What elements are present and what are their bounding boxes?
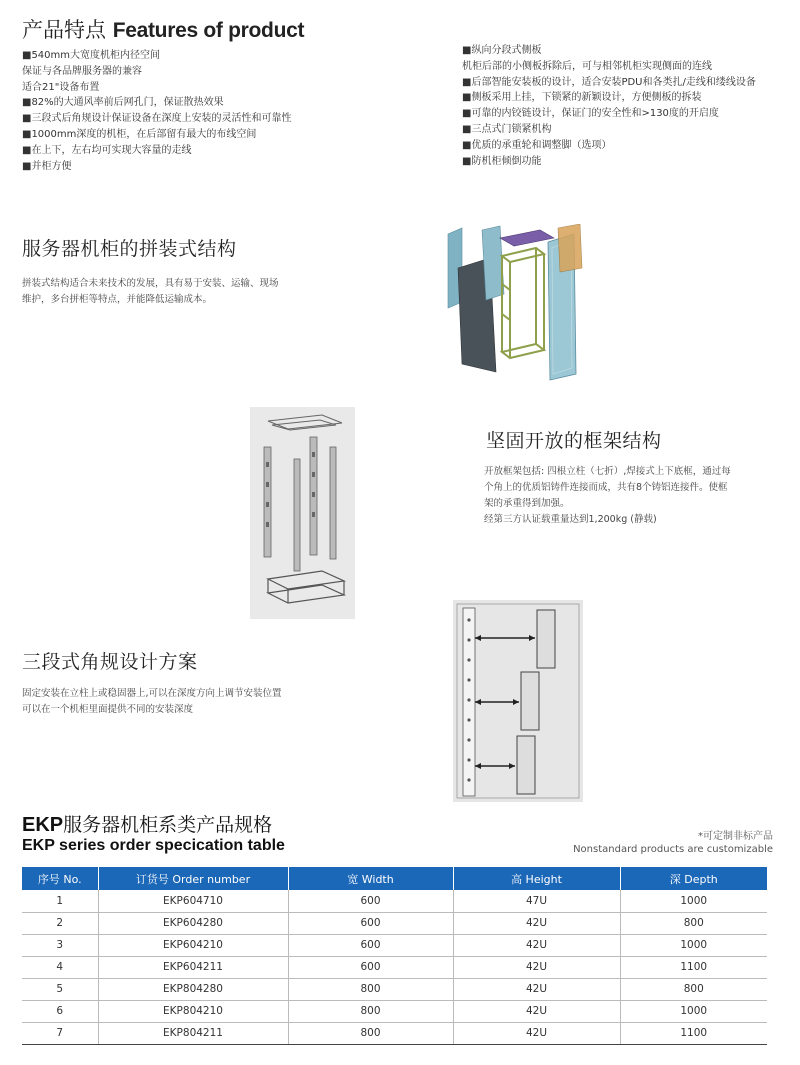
frame-line: 经第三方认证载重量达到1,200kg (静载) — [484, 514, 657, 525]
table-row — [22, 1022, 767, 1044]
header-no: 序号 No. — [22, 867, 98, 890]
cell-order: EKP604710 — [98, 890, 288, 912]
cell-depth: 800 — [620, 978, 767, 1000]
feature-item: 机柜后部的小侧板拆除后，可与相邻机柜实现侧面的连线 — [462, 60, 712, 72]
features-title-cn: 产品特点 — [22, 18, 106, 42]
cell-order: EKP804280 — [98, 978, 288, 1000]
cell-width: 800 — [288, 1022, 453, 1044]
cell-no: 3 — [22, 934, 98, 956]
cell-width: 600 — [288, 890, 453, 912]
exploded-cabinet-image — [440, 224, 590, 382]
cell-depth: 1000 — [620, 1000, 767, 1022]
custom-note-en: Nonstandard products are customizable — [573, 844, 773, 855]
combine-text — [22, 276, 279, 308]
header-height: 高 Height — [453, 867, 620, 890]
combine-heading: 服务器机柜的拼装式结构 — [22, 238, 237, 260]
feature-item: ■三点式门锁紧机构 — [462, 123, 552, 135]
feature-item: ■并柜方便 — [22, 160, 72, 172]
combine-line: 维护，多台拼柜等特点，并能降低运输成本。 — [22, 294, 213, 305]
cell-depth: 1000 — [620, 890, 767, 912]
feature-item: ■纵向分段式侧板 — [462, 45, 542, 56]
features-list-left — [22, 48, 291, 174]
cell-no: 5 — [22, 978, 98, 1000]
bracket-design-image — [453, 600, 583, 802]
cell-order: EKP604211 — [98, 956, 288, 978]
cell-width: 600 — [288, 956, 453, 978]
feature-item: ■可靠的内铰链设计，保证门的安全性和>130度的开启度 — [462, 108, 719, 120]
frame-drawing — [250, 407, 355, 619]
cell-no: 1 — [22, 890, 98, 912]
three-section-line: 可以在一个机柜里面提供不同的安装深度 — [22, 704, 194, 715]
header-width: 宽 Width — [288, 867, 453, 890]
cell-height: 42U — [453, 1022, 620, 1044]
custom-note — [573, 830, 773, 856]
frame-line: 个角上的优质铝铸件连接而成，共有8个铸铝连接件。使框 — [484, 482, 728, 493]
cell-height: 42U — [453, 978, 620, 1000]
feature-item: ■540mm大宽度机柜内径空间 — [22, 50, 161, 61]
spec-table — [22, 867, 767, 1045]
features-list-right — [462, 43, 756, 169]
feature-item: ■后部智能安装板的设计，适合安装PDU和各类扎/走线和缕线设备 — [462, 76, 756, 88]
feature-item: ■侧板采用上挂，下锁紧的新颖设计，方便侧板的拆装 — [462, 92, 702, 104]
combine-line: 拼装式结构适合未来技术的发展，具有易于安装、运输、现场 — [22, 278, 279, 289]
cell-order: EKP804210 — [98, 1000, 288, 1022]
cell-height: 42U — [453, 912, 620, 934]
feature-item: ■在上下，左右均可实现大容量的走线 — [22, 144, 192, 156]
spec-title-prefix: EKP — [22, 814, 64, 836]
feature-item: ■防机柜倾倒功能 — [462, 155, 542, 167]
header-order-number: 订货号 Order number — [98, 867, 288, 890]
cell-no: 4 — [22, 956, 98, 978]
cell-depth: 800 — [620, 912, 767, 934]
spec-title-cn-text: 服务器机柜系类产品规格 — [63, 814, 273, 836]
cell-height: 47U — [453, 890, 620, 912]
table-row — [22, 1000, 767, 1022]
spec-title-cn — [22, 810, 272, 837]
cell-depth: 1100 — [620, 1022, 767, 1044]
feature-item: 适合21"设备布置 — [22, 81, 100, 93]
cell-depth: 1000 — [620, 934, 767, 956]
cell-width: 800 — [288, 1000, 453, 1022]
frame-text — [484, 464, 731, 528]
table-row — [22, 912, 767, 934]
feature-item: ■82%的大通风率前后网孔门，保证散热效果 — [22, 97, 224, 109]
cell-width: 600 — [288, 934, 453, 956]
features-title-en: Features of product — [112, 19, 305, 42]
three-section-heading: 三段式角规设计方案 — [22, 651, 198, 673]
header-depth: 深 Depth — [620, 867, 767, 890]
three-section-line: 固定安装在立柱上或稳固器上,可以在深度方向上调节安装位置 — [22, 688, 282, 699]
cell-width: 800 — [288, 978, 453, 1000]
cell-order: EKP604280 — [98, 912, 288, 934]
feature-item: 保证与各品牌服务器的兼容 — [22, 65, 142, 77]
cell-depth: 1100 — [620, 956, 767, 978]
features-title — [22, 14, 304, 44]
cell-width: 600 — [288, 912, 453, 934]
cell-no: 7 — [22, 1022, 98, 1044]
frame-structure-image — [250, 407, 355, 619]
cell-no: 6 — [22, 1000, 98, 1022]
table-header-row — [22, 867, 767, 890]
cell-order: EKP604210 — [98, 934, 288, 956]
frame-heading: 坚固开放的框架结构 — [486, 430, 662, 452]
table-row — [22, 978, 767, 1000]
three-section-text — [22, 686, 282, 718]
cell-height: 42U — [453, 934, 620, 956]
table-row — [22, 956, 767, 978]
bracket-drawing — [453, 600, 583, 802]
feature-item: ■1000mm深度的机柜，在后部留有最大的布线空间 — [22, 128, 257, 140]
table-row — [22, 934, 767, 956]
feature-item: ■优质的承重轮和调整脚（选项） — [462, 139, 612, 151]
feature-item: ■三段式后角规设计保证设备在深度上安装的灵活性和可靠性 — [22, 113, 292, 125]
cell-no: 2 — [22, 912, 98, 934]
frame-line: 开放框架包括: 四根立柱（七折）,焊接式上下底框，通过每 — [484, 466, 731, 477]
cell-order: EKP804211 — [98, 1022, 288, 1044]
cell-height: 42U — [453, 956, 620, 978]
spec-title-en: EKP series order specication table — [22, 837, 285, 854]
frame-line: 架的承重得到加强。 — [484, 498, 570, 509]
cell-height: 42U — [453, 1000, 620, 1022]
custom-note-cn: *可定制非标产品 — [698, 831, 773, 842]
table-row — [22, 890, 767, 912]
